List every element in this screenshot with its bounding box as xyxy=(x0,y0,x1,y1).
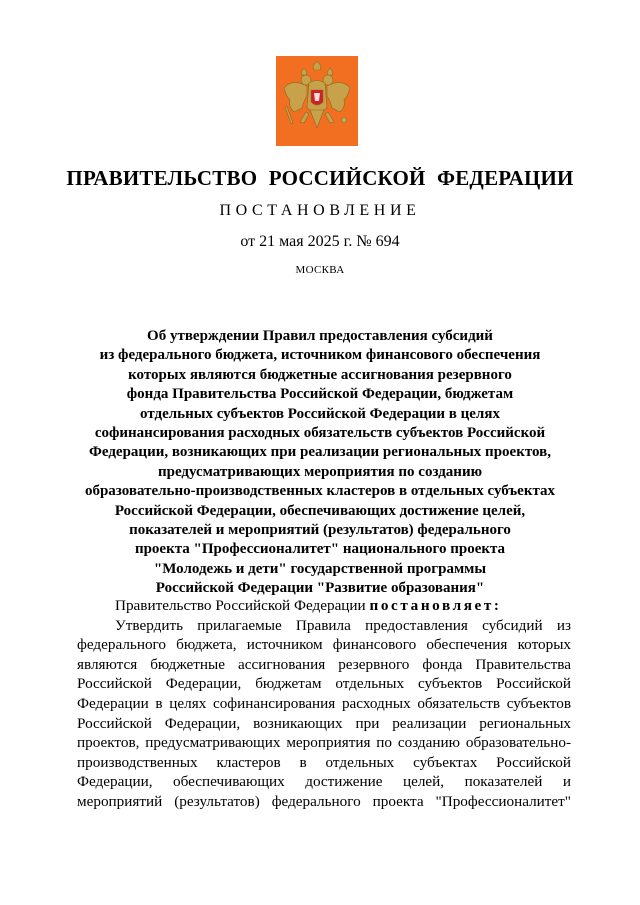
title-line: проекта "Профессионалитет" национального проекта xyxy=(134,541,506,558)
document-city: МОСКВА xyxy=(295,264,345,276)
document-date-number: от 21 мая 2025 г. № 694 xyxy=(240,233,400,250)
resolves-text: постановляет: xyxy=(369,597,502,614)
document-type: ПОСТАНОВЛЕНИЕ xyxy=(219,202,421,219)
title-line: отдельных субъектов Российской Федерации в целях xyxy=(140,405,500,422)
title-line: образовательно-производственных кластеров в отдельных субъектах xyxy=(84,483,556,500)
document-body xyxy=(77,596,571,812)
title-line: из федерального бюджета, источником финансового обеспечения xyxy=(99,347,541,364)
title-line: предусматривающих мероприятия по созданию xyxy=(157,463,483,480)
coat-of-arms-icon xyxy=(276,56,358,146)
title-line: Об утверждении Правил предоставления субсидий xyxy=(147,328,493,344)
intro-text: Правительство Российской Федерации xyxy=(115,597,366,614)
title-line: Российской Федерации, обеспечивающих достижение целей, xyxy=(114,502,526,519)
title-line: софинансирования расходных обязательств субъектов Российской xyxy=(94,425,546,442)
title-line: показателей и мероприятий (результатов) федерального xyxy=(129,522,511,539)
resolution-paragraph: Утвердить прилагаемые Правила предоставления субсидий из федерального бюджета, источником финансового обеспечения которых являются бюджетные ассигнования резервного фонда Правительства Российской Федерации, бюджетам отдельных субъектов Российской Федерации в целях софинансирования расходных обязательств субъектов Российской Федерации, возникающих при реализации региональных проектов, предусматривающих мероприятия по созданию образовательно-производственных кластеров в отдельных субъектах Российской Федерации, обеспечивающих достижение целей, показателей и мероприятий (результатов) федерального проекта "Профессионалитет" xyxy=(77,616,571,810)
title-line: Федерации, возникающих при реализации региональных проектов, xyxy=(89,444,551,461)
title-line: "Молодежь и дети" государственной программы xyxy=(153,560,487,577)
title-line: которых являются бюджетные ассигнования резервного xyxy=(128,366,512,383)
intro-paragraph xyxy=(77,596,571,616)
title-line: фонда Правительства Российской Федерации, бюджетам xyxy=(126,386,514,403)
rider-figure xyxy=(314,93,320,101)
title-line: Российской Федерации "Развитие образования" xyxy=(155,580,485,597)
resolution-title xyxy=(60,327,580,599)
government-title: ПРАВИТЕЛЬСТВО РОССИЙСКОЙ ФЕДЕРАЦИИ xyxy=(66,166,574,190)
